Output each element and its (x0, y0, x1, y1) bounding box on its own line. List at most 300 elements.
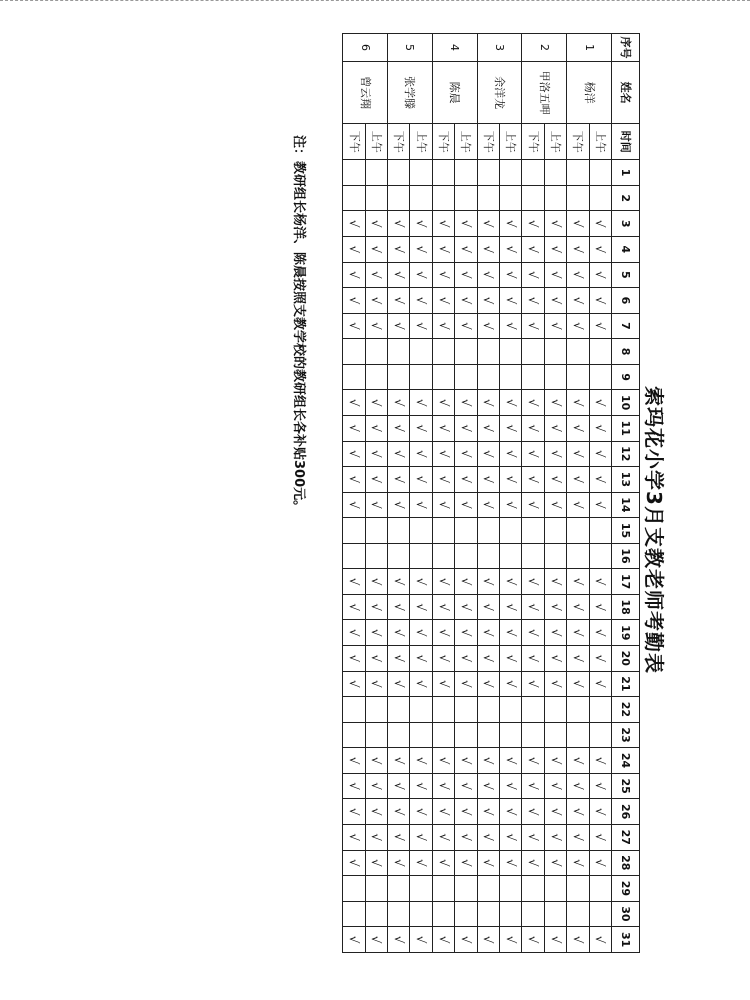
attendance-cell: √ (388, 441, 410, 467)
attendance-cell (455, 876, 477, 902)
attendance-cell (567, 160, 589, 186)
attendance-cell: √ (477, 646, 499, 672)
attendance-cell (500, 518, 522, 544)
attendance-cell: √ (522, 646, 544, 672)
document-title: 索玛花小学3月支教老师考勤表 (642, 386, 666, 674)
attendance-cell (477, 339, 499, 365)
attendance-cell (589, 518, 611, 544)
attendance-cell (500, 722, 522, 748)
attendance-cell: √ (567, 927, 589, 953)
teacher-index: 4 (432, 34, 477, 62)
header-seq: 序号 (612, 34, 640, 62)
header-day: 31 (612, 927, 640, 953)
header-day: 23 (612, 722, 640, 748)
attendance-cell: √ (410, 262, 432, 288)
attendance-cell: √ (567, 313, 589, 339)
attendance-cell (365, 901, 387, 927)
attendance-cell: √ (343, 850, 365, 876)
attendance-cell (567, 901, 589, 927)
attendance-cell: √ (567, 288, 589, 314)
attendance-cell (343, 543, 365, 569)
attendance-cell (477, 364, 499, 390)
table-row (567, 34, 589, 953)
attendance-cell: √ (589, 620, 611, 646)
attendance-cell (477, 185, 499, 211)
attendance-cell: √ (500, 390, 522, 416)
attendance-cell: √ (343, 927, 365, 953)
attendance-cell: √ (455, 748, 477, 774)
attendance-cell (410, 876, 432, 902)
teacher-name: 甲洛五呷 (522, 62, 567, 124)
attendance-cell: √ (477, 850, 499, 876)
attendance-cell: √ (477, 441, 499, 467)
attendance-cell (567, 518, 589, 544)
teacher-index: 5 (388, 34, 433, 62)
attendance-cell: √ (388, 211, 410, 237)
table-row (410, 34, 432, 953)
attendance-cell: √ (522, 748, 544, 774)
attendance-cell (567, 543, 589, 569)
attendance-cell: √ (365, 569, 387, 595)
attendance-cell: √ (343, 748, 365, 774)
attendance-cell: √ (432, 492, 454, 518)
attendance-cell: √ (544, 390, 566, 416)
attendance-cell (410, 543, 432, 569)
attendance-cell (477, 543, 499, 569)
attendance-cell: √ (567, 620, 589, 646)
attendance-cell (544, 876, 566, 902)
attendance-cell: √ (388, 313, 410, 339)
attendance-cell (500, 543, 522, 569)
attendance-cell: √ (365, 492, 387, 518)
attendance-cell: √ (589, 441, 611, 467)
attendance-cell: √ (589, 646, 611, 672)
attendance-cell: √ (567, 237, 589, 263)
attendance-cell (544, 160, 566, 186)
attendance-cell: √ (544, 620, 566, 646)
attendance-cell (455, 722, 477, 748)
session-label: 上午 (455, 124, 477, 160)
attendance-cell: √ (410, 594, 432, 620)
attendance-cell (410, 160, 432, 186)
attendance-cell (432, 339, 454, 365)
attendance-cell (365, 543, 387, 569)
attendance-cell: √ (455, 237, 477, 263)
attendance-cell (343, 722, 365, 748)
attendance-cell: √ (365, 646, 387, 672)
header-day: 24 (612, 748, 640, 774)
attendance-cell (544, 364, 566, 390)
attendance-cell: √ (522, 313, 544, 339)
attendance-cell: √ (589, 748, 611, 774)
attendance-cell: √ (567, 594, 589, 620)
attendance-cell: √ (500, 646, 522, 672)
attendance-cell (365, 160, 387, 186)
attendance-cell (388, 876, 410, 902)
attendance-cell: √ (432, 773, 454, 799)
attendance-cell: √ (432, 927, 454, 953)
attendance-cell: √ (522, 262, 544, 288)
attendance-cell: √ (455, 415, 477, 441)
attendance-cell: √ (388, 671, 410, 697)
attendance-cell (567, 697, 589, 723)
attendance-cell: √ (589, 773, 611, 799)
attendance-cell: √ (544, 850, 566, 876)
attendance-cell: √ (343, 492, 365, 518)
attendance-cell: √ (455, 927, 477, 953)
attendance-cell: √ (343, 594, 365, 620)
attendance-cell (343, 185, 365, 211)
attendance-cell (500, 185, 522, 211)
attendance-cell: √ (365, 927, 387, 953)
session-label: 上午 (410, 124, 432, 160)
header-name: 姓名 (612, 62, 640, 124)
attendance-cell: √ (343, 415, 365, 441)
attendance-cell: √ (544, 262, 566, 288)
header-day: 9 (612, 364, 640, 390)
attendance-cell (343, 901, 365, 927)
attendance-cell: √ (567, 211, 589, 237)
teacher-index: 3 (477, 34, 522, 62)
attendance-cell: √ (432, 441, 454, 467)
attendance-cell: √ (455, 594, 477, 620)
attendance-cell (544, 697, 566, 723)
attendance-cell: √ (589, 237, 611, 263)
attendance-cell (365, 518, 387, 544)
attendance-cell: √ (365, 620, 387, 646)
attendance-cell: √ (522, 773, 544, 799)
attendance-cell: √ (522, 492, 544, 518)
attendance-cell: √ (343, 390, 365, 416)
attendance-body (343, 34, 612, 953)
attendance-cell: √ (388, 850, 410, 876)
attendance-cell (365, 876, 387, 902)
attendance-cell: √ (589, 467, 611, 493)
attendance-cell: √ (522, 799, 544, 825)
attendance-cell (343, 697, 365, 723)
attendance-cell (365, 185, 387, 211)
attendance-cell (589, 876, 611, 902)
attendance-cell (500, 697, 522, 723)
attendance-cell: √ (343, 313, 365, 339)
session-label: 下午 (432, 124, 454, 160)
attendance-cell: √ (522, 850, 544, 876)
attendance-cell: √ (455, 569, 477, 595)
session-label: 下午 (477, 124, 499, 160)
attendance-cell (365, 697, 387, 723)
teacher-name: 杨洋 (567, 62, 612, 124)
attendance-cell (522, 876, 544, 902)
header-day: 1 (612, 160, 640, 186)
attendance-cell (455, 364, 477, 390)
attendance-cell: √ (477, 824, 499, 850)
attendance-cell (522, 901, 544, 927)
footnote: 注：教研组长杨洋、陈晨按照支教学校的教研组长各补贴300元。 (291, 135, 306, 514)
attendance-cell: √ (365, 748, 387, 774)
attendance-cell: √ (388, 569, 410, 595)
attendance-cell: √ (388, 237, 410, 263)
attendance-cell: √ (410, 824, 432, 850)
attendance-cell: √ (522, 288, 544, 314)
attendance-cell: √ (410, 467, 432, 493)
header-time: 时间 (612, 124, 640, 160)
attendance-cell: √ (544, 211, 566, 237)
attendance-cell (388, 339, 410, 365)
attendance-cell (544, 518, 566, 544)
attendance-cell: √ (589, 262, 611, 288)
header-day: 18 (612, 594, 640, 620)
attendance-cell: √ (455, 492, 477, 518)
attendance-cell (343, 160, 365, 186)
attendance-cell: √ (544, 569, 566, 595)
attendance-cell: √ (365, 799, 387, 825)
attendance-cell: √ (410, 850, 432, 876)
attendance-cell (522, 722, 544, 748)
attendance-cell (589, 697, 611, 723)
attendance-cell (388, 697, 410, 723)
header-day: 28 (612, 850, 640, 876)
attendance-cell: √ (365, 237, 387, 263)
attendance-cell (500, 160, 522, 186)
attendance-cell: √ (432, 415, 454, 441)
attendance-cell (544, 722, 566, 748)
attendance-cell: √ (567, 850, 589, 876)
attendance-cell: √ (365, 288, 387, 314)
attendance-cell (343, 364, 365, 390)
attendance-cell: √ (365, 467, 387, 493)
header-day: 15 (612, 518, 640, 544)
attendance-cell: √ (500, 850, 522, 876)
attendance-cell (432, 901, 454, 927)
attendance-cell: √ (388, 467, 410, 493)
attendance-cell: √ (432, 671, 454, 697)
attendance-cell: √ (388, 620, 410, 646)
attendance-cell: √ (343, 620, 365, 646)
attendance-cell (410, 364, 432, 390)
attendance-cell: √ (432, 467, 454, 493)
attendance-cell: √ (365, 594, 387, 620)
session-label: 上午 (365, 124, 387, 160)
attendance-cell (522, 160, 544, 186)
attendance-cell: √ (522, 441, 544, 467)
attendance-cell (432, 876, 454, 902)
attendance-cell: √ (388, 492, 410, 518)
attendance-cell: √ (544, 313, 566, 339)
teacher-index: 6 (343, 34, 388, 62)
teacher-name: 陈晨 (432, 62, 477, 124)
attendance-cell (365, 339, 387, 365)
attendance-cell: √ (567, 773, 589, 799)
attendance-cell: √ (455, 799, 477, 825)
attendance-cell: √ (589, 850, 611, 876)
attendance-cell (388, 160, 410, 186)
attendance-cell: √ (432, 799, 454, 825)
attendance-cell (455, 697, 477, 723)
attendance-cell: √ (589, 569, 611, 595)
attendance-cell: √ (522, 594, 544, 620)
attendance-cell: √ (589, 594, 611, 620)
attendance-cell: √ (343, 799, 365, 825)
attendance-cell: √ (432, 288, 454, 314)
attendance-cell: √ (500, 594, 522, 620)
attendance-cell: √ (410, 646, 432, 672)
attendance-cell (522, 185, 544, 211)
attendance-cell (567, 185, 589, 211)
attendance-cell: √ (522, 237, 544, 263)
attendance-cell (589, 722, 611, 748)
table-row (432, 34, 454, 953)
header-day: 11 (612, 415, 640, 441)
attendance-cell (432, 722, 454, 748)
attendance-cell: √ (544, 799, 566, 825)
attendance-cell (589, 185, 611, 211)
table-row (477, 34, 499, 953)
attendance-cell: √ (500, 211, 522, 237)
attendance-cell: √ (365, 824, 387, 850)
attendance-cell (477, 876, 499, 902)
attendance-cell (477, 722, 499, 748)
attendance-cell (432, 697, 454, 723)
attendance-cell: √ (522, 390, 544, 416)
attendance-cell: √ (410, 569, 432, 595)
header-day: 2 (612, 185, 640, 211)
attendance-cell (455, 901, 477, 927)
attendance-cell (455, 160, 477, 186)
attendance-table (342, 33, 640, 953)
attendance-cell: √ (567, 415, 589, 441)
attendance-cell (388, 185, 410, 211)
attendance-cell (589, 901, 611, 927)
attendance-cell (500, 339, 522, 365)
attendance-cell: √ (500, 288, 522, 314)
attendance-cell: √ (567, 390, 589, 416)
attendance-cell: √ (477, 313, 499, 339)
attendance-cell: √ (500, 620, 522, 646)
attendance-cell (388, 543, 410, 569)
attendance-cell: √ (343, 824, 365, 850)
attendance-cell: √ (455, 824, 477, 850)
header-day: 6 (612, 288, 640, 314)
attendance-cell: √ (477, 927, 499, 953)
attendance-cell: √ (567, 748, 589, 774)
attendance-cell: √ (500, 773, 522, 799)
attendance-cell: √ (567, 799, 589, 825)
attendance-cell: √ (522, 569, 544, 595)
attendance-cell: √ (522, 415, 544, 441)
attendance-cell: √ (432, 824, 454, 850)
attendance-cell: √ (388, 646, 410, 672)
attendance-cell (432, 160, 454, 186)
session-label: 上午 (500, 124, 522, 160)
attendance-cell (522, 697, 544, 723)
header-day: 12 (612, 441, 640, 467)
attendance-cell: √ (388, 415, 410, 441)
header-day: 5 (612, 262, 640, 288)
attendance-cell: √ (455, 262, 477, 288)
session-label: 上午 (589, 124, 611, 160)
attendance-cell (343, 339, 365, 365)
header-day: 4 (612, 237, 640, 263)
attendance-cell: √ (477, 237, 499, 263)
attendance-cell: √ (455, 646, 477, 672)
table-header-row (612, 34, 640, 953)
attendance-cell: √ (500, 799, 522, 825)
attendance-cell: √ (365, 850, 387, 876)
attendance-cell: √ (388, 748, 410, 774)
attendance-cell: √ (365, 773, 387, 799)
attendance-cell: √ (455, 467, 477, 493)
attendance-cell (410, 518, 432, 544)
attendance-cell (410, 722, 432, 748)
attendance-cell: √ (365, 671, 387, 697)
attendance-cell: √ (410, 211, 432, 237)
attendance-cell: √ (500, 569, 522, 595)
attendance-cell: √ (567, 569, 589, 595)
attendance-cell: √ (410, 748, 432, 774)
attendance-cell: √ (522, 824, 544, 850)
attendance-cell: √ (432, 620, 454, 646)
header-day: 7 (612, 313, 640, 339)
attendance-cell: √ (410, 441, 432, 467)
attendance-cell: √ (567, 262, 589, 288)
attendance-cell: √ (544, 288, 566, 314)
attendance-cell: √ (410, 288, 432, 314)
attendance-cell: √ (410, 415, 432, 441)
attendance-cell: √ (343, 288, 365, 314)
attendance-cell: √ (567, 492, 589, 518)
header-day: 8 (612, 339, 640, 365)
attendance-cell: √ (477, 799, 499, 825)
attendance-cell: √ (544, 748, 566, 774)
attendance-cell: √ (388, 773, 410, 799)
attendance-cell (477, 160, 499, 186)
attendance-cell: √ (500, 492, 522, 518)
attendance-cell: √ (544, 671, 566, 697)
attendance-cell: √ (544, 594, 566, 620)
session-label: 下午 (343, 124, 365, 160)
attendance-cell: √ (410, 390, 432, 416)
attendance-cell (432, 518, 454, 544)
attendance-cell: √ (343, 262, 365, 288)
attendance-cell: √ (477, 211, 499, 237)
attendance-cell: √ (455, 211, 477, 237)
attendance-cell: √ (544, 467, 566, 493)
teacher-name: 曾云翔 (343, 62, 388, 124)
attendance-cell: √ (410, 671, 432, 697)
attendance-cell: √ (500, 671, 522, 697)
attendance-cell: √ (544, 237, 566, 263)
attendance-cell (477, 901, 499, 927)
attendance-cell (365, 364, 387, 390)
teacher-index: 2 (522, 34, 567, 62)
header-day: 19 (612, 620, 640, 646)
attendance-cell (567, 876, 589, 902)
attendance-cell (455, 339, 477, 365)
attendance-cell: √ (410, 492, 432, 518)
header-day: 29 (612, 876, 640, 902)
attendance-cell: √ (388, 262, 410, 288)
attendance-cell (567, 364, 589, 390)
attendance-cell: √ (410, 237, 432, 263)
attendance-cell: √ (589, 313, 611, 339)
attendance-cell: √ (522, 211, 544, 237)
attendance-cell (522, 364, 544, 390)
attendance-cell: √ (343, 569, 365, 595)
attendance-cell: √ (477, 390, 499, 416)
attendance-cell: √ (544, 441, 566, 467)
attendance-cell (343, 876, 365, 902)
attendance-cell (432, 185, 454, 211)
